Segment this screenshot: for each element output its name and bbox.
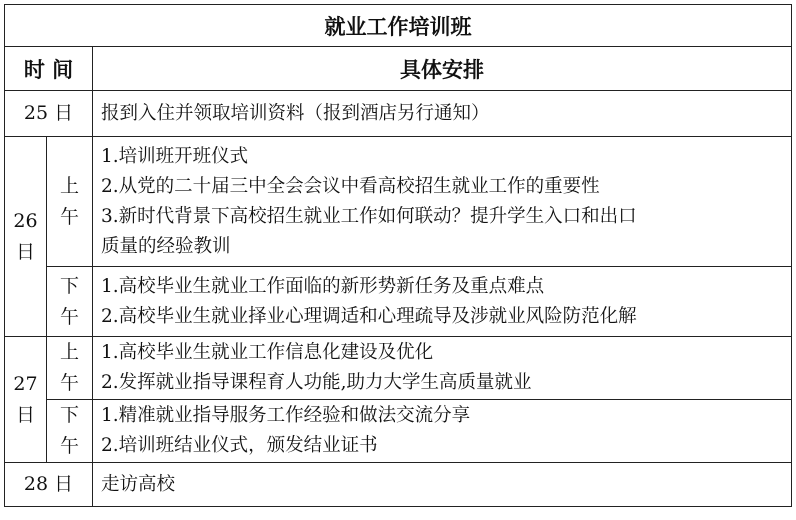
date-cell: 28 日 (5, 463, 93, 507)
title-row (5, 5, 792, 47)
period-cell (47, 337, 93, 400)
table-title: 就业工作培训班 (5, 5, 792, 47)
date-unit: 日 (15, 403, 35, 426)
header-content: 具体安排 (93, 47, 792, 91)
schedule-table (4, 4, 792, 507)
period-label: 午 (59, 305, 79, 328)
list-item: 2.发挥就业指导课程育人功能,助力大学生高质量就业 (101, 372, 532, 393)
header-row (5, 47, 792, 91)
period-label: 午 (59, 435, 79, 457)
list-item: 2.从党的二十届三中全会会议中看高校招生就业工作的重要性 (101, 175, 600, 197)
table-row (5, 91, 792, 137)
list-item: 1.培训班开班仪式 (101, 145, 249, 167)
list-item: 3.新时代背景下高校招生就业工作如何联动？提升学生入口和出口 (101, 205, 637, 227)
table-row (5, 137, 792, 267)
period-label: 午 (59, 372, 79, 394)
content-cell (93, 400, 792, 463)
list-item: 1.高校毕业生就业工作信息化建设及优化 (101, 342, 434, 363)
header-time: 时 间 (5, 47, 93, 91)
period-label: 下 (59, 404, 79, 426)
date-unit: 日 (15, 240, 35, 263)
content-cell (93, 137, 792, 267)
table-row (5, 400, 792, 463)
date-cell: 25 日 (5, 91, 93, 137)
date-number: 27 (13, 372, 38, 395)
period-label: 午 (59, 205, 79, 228)
list-item: 报到入住并领取培训资料（报到酒店另行通知） (101, 102, 490, 124)
content-cell (93, 267, 792, 337)
period-label: 下 (59, 274, 79, 297)
period-cell (47, 400, 93, 463)
content-cell (93, 337, 792, 400)
list-item: 1.精准就业指导服务工作经验和做法交流分享 (101, 405, 471, 426)
period-cell (47, 137, 93, 267)
table-row (5, 337, 792, 400)
list-item: 2.高校毕业生就业择业心理调适和心理疏导及涉就业风险防范化解 (101, 305, 637, 327)
content-cell (93, 463, 792, 507)
period-cell (47, 267, 93, 337)
list-item: 1.高校毕业生就业工作面临的新形势新任务及重点难点 (101, 275, 545, 297)
list-item: 质量的经验教训 (101, 235, 231, 257)
period-label: 上 (59, 341, 79, 363)
date-number: 26 (13, 209, 38, 232)
date-cell (5, 137, 47, 337)
content-cell (93, 91, 792, 137)
table-row (5, 267, 792, 337)
period-label: 上 (59, 174, 79, 197)
date-cell (5, 337, 47, 463)
table-row (5, 463, 792, 507)
list-item: 走访高校 (101, 473, 176, 495)
list-item: 2.培训班结业仪式，颁发结业证书 (101, 435, 378, 456)
